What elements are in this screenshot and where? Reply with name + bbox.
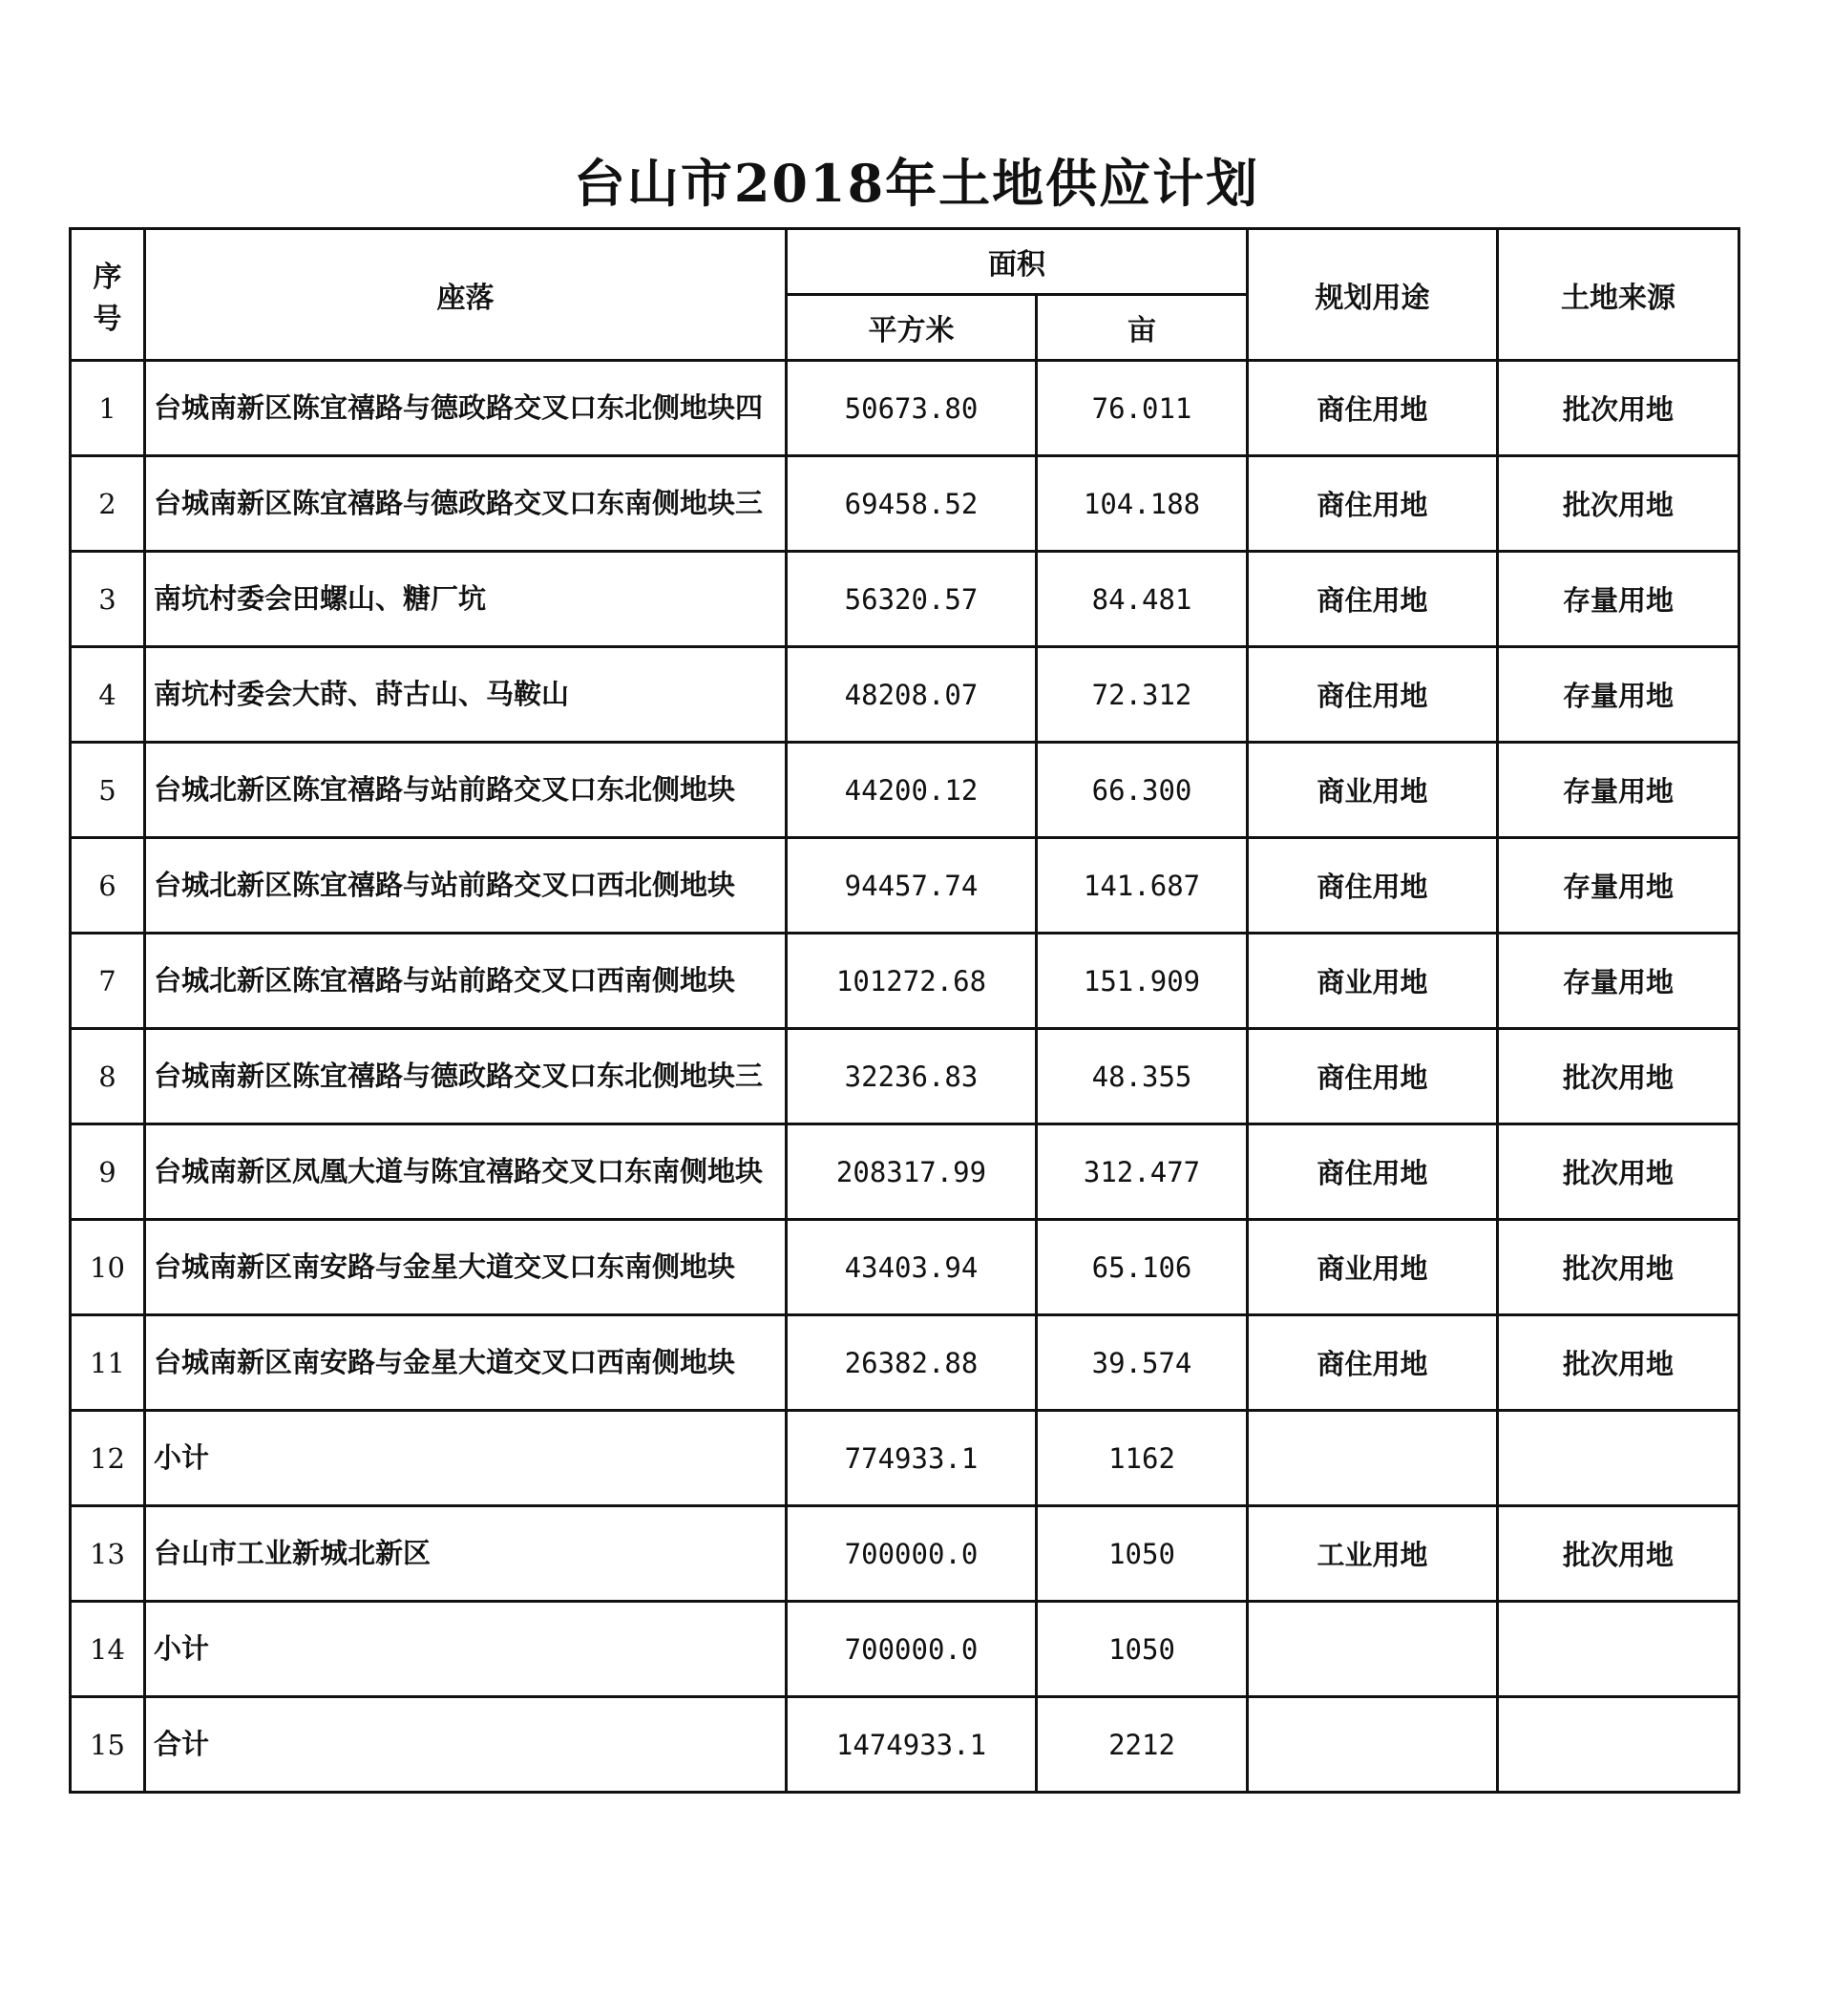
table-row <box>71 552 1739 647</box>
table-row <box>71 1124 1739 1220</box>
cell-location: 台城南新区南安路与金星大道交叉口东南侧地块 <box>145 1220 787 1315</box>
cell-area-sqm: 26382.88 <box>787 1315 1037 1411</box>
cell-land-source: 批次用地 <box>1498 456 1739 552</box>
cell-area-mu: 48.355 <box>1037 1029 1248 1124</box>
header-area-mu: 亩 <box>1037 295 1248 361</box>
cell-area-mu: 39.574 <box>1037 1315 1248 1411</box>
cell-seq: 10 <box>71 1220 145 1315</box>
table-row <box>71 1411 1739 1506</box>
table-row <box>71 1220 1739 1315</box>
header-location: 座落 <box>145 229 787 361</box>
cell-area-sqm: 69458.52 <box>787 456 1037 552</box>
table-row <box>71 1697 1739 1793</box>
header-land-source: 土地来源 <box>1498 229 1739 361</box>
cell-location: 小计 <box>145 1602 787 1697</box>
cell-location: 台城北新区陈宜禧路与站前路交叉口西南侧地块 <box>145 934 787 1029</box>
cell-land-source: 批次用地 <box>1498 1315 1739 1411</box>
cell-location: 台城南新区凤凰大道与陈宜禧路交叉口东南侧地块 <box>145 1124 787 1220</box>
cell-location: 台城南新区陈宜禧路与德政路交叉口东北侧地块三 <box>145 1029 787 1124</box>
cell-area-sqm: 50673.80 <box>787 361 1037 456</box>
table-row <box>71 361 1739 456</box>
cell-area-sqm: 1474933.1 <box>787 1697 1037 1793</box>
cell-seq: 13 <box>71 1506 145 1602</box>
cell-seq: 9 <box>71 1124 145 1220</box>
cell-area-sqm: 94457.74 <box>787 838 1037 934</box>
cell-location: 小计 <box>145 1411 787 1506</box>
cell-land-source: 存量用地 <box>1498 647 1739 743</box>
header-seq: 序号 <box>71 229 145 361</box>
table-row <box>71 1315 1739 1411</box>
land-supply-table <box>69 227 1740 1794</box>
cell-area-sqm: 56320.57 <box>787 552 1037 647</box>
cell-planned-use <box>1248 1697 1498 1793</box>
cell-planned-use: 商住用地 <box>1248 552 1498 647</box>
cell-seq: 1 <box>71 361 145 456</box>
cell-land-source: 批次用地 <box>1498 1124 1739 1220</box>
cell-land-source: 批次用地 <box>1498 1506 1739 1602</box>
cell-area-sqm: 101272.68 <box>787 934 1037 1029</box>
cell-seq: 2 <box>71 456 145 552</box>
cell-area-sqm: 774933.1 <box>787 1411 1037 1506</box>
cell-area-sqm: 700000.0 <box>787 1506 1037 1602</box>
table-row <box>71 743 1739 838</box>
header-area-sqm: 平方米 <box>787 295 1037 361</box>
cell-planned-use: 商业用地 <box>1248 934 1498 1029</box>
table-row <box>71 934 1739 1029</box>
cell-seq: 3 <box>71 552 145 647</box>
cell-area-mu: 1050 <box>1037 1602 1248 1697</box>
cell-seq: 15 <box>71 1697 145 1793</box>
cell-land-source: 存量用地 <box>1498 743 1739 838</box>
table-row <box>71 838 1739 934</box>
header-area: 面积 <box>787 229 1248 295</box>
cell-area-sqm: 48208.07 <box>787 647 1037 743</box>
cell-location: 台城北新区陈宜禧路与站前路交叉口东北侧地块 <box>145 743 787 838</box>
page-title: 台山市2018年土地供应计划 <box>573 153 1260 214</box>
cell-seq: 8 <box>71 1029 145 1124</box>
cell-area-mu: 1050 <box>1037 1506 1248 1602</box>
cell-area-sqm: 700000.0 <box>787 1602 1037 1697</box>
cell-area-mu: 2212 <box>1037 1697 1248 1793</box>
cell-area-mu: 312.477 <box>1037 1124 1248 1220</box>
cell-planned-use: 商住用地 <box>1248 456 1498 552</box>
cell-planned-use <box>1248 1411 1498 1506</box>
cell-land-source: 批次用地 <box>1498 361 1739 456</box>
cell-seq: 12 <box>71 1411 145 1506</box>
cell-area-sqm: 44200.12 <box>787 743 1037 838</box>
cell-land-source <box>1498 1411 1739 1506</box>
header-planned-use: 规划用途 <box>1248 229 1498 361</box>
cell-land-source: 存量用地 <box>1498 838 1739 934</box>
cell-location: 南坑村委会大莳、莳古山、马鞍山 <box>145 647 787 743</box>
cell-planned-use: 商住用地 <box>1248 1029 1498 1124</box>
cell-area-mu: 76.011 <box>1037 361 1248 456</box>
cell-planned-use: 商住用地 <box>1248 1315 1498 1411</box>
cell-area-sqm: 208317.99 <box>787 1124 1037 1220</box>
cell-area-mu: 84.481 <box>1037 552 1248 647</box>
cell-planned-use <box>1248 1602 1498 1697</box>
cell-seq: 7 <box>71 934 145 1029</box>
cell-seq: 6 <box>71 838 145 934</box>
cell-land-source: 批次用地 <box>1498 1029 1739 1124</box>
cell-land-source: 存量用地 <box>1498 552 1739 647</box>
cell-seq: 4 <box>71 647 145 743</box>
cell-location: 南坑村委会田螺山、糖厂坑 <box>145 552 787 647</box>
cell-land-source: 存量用地 <box>1498 934 1739 1029</box>
cell-planned-use: 商住用地 <box>1248 361 1498 456</box>
cell-land-source <box>1498 1697 1739 1793</box>
cell-location: 台城北新区陈宜禧路与站前路交叉口西北侧地块 <box>145 838 787 934</box>
cell-seq: 11 <box>71 1315 145 1411</box>
cell-area-sqm: 43403.94 <box>787 1220 1037 1315</box>
cell-area-mu: 66.300 <box>1037 743 1248 838</box>
table-row <box>71 1029 1739 1124</box>
cell-area-mu: 72.312 <box>1037 647 1248 743</box>
table-row <box>71 1506 1739 1602</box>
cell-seq: 14 <box>71 1602 145 1697</box>
cell-location: 台城南新区陈宜禧路与德政路交叉口东南侧地块三 <box>145 456 787 552</box>
cell-planned-use: 商住用地 <box>1248 838 1498 934</box>
cell-location: 台城南新区南安路与金星大道交叉口西南侧地块 <box>145 1315 787 1411</box>
cell-area-mu: 141.687 <box>1037 838 1248 934</box>
cell-area-sqm: 32236.83 <box>787 1029 1037 1124</box>
cell-location: 台山市工业新城北新区 <box>145 1506 787 1602</box>
table-row <box>71 456 1739 552</box>
cell-land-source <box>1498 1602 1739 1697</box>
cell-planned-use: 工业用地 <box>1248 1506 1498 1602</box>
cell-area-mu: 65.106 <box>1037 1220 1248 1315</box>
table-row <box>71 1602 1739 1697</box>
table-body <box>71 361 1739 1793</box>
cell-area-mu: 151.909 <box>1037 934 1248 1029</box>
cell-location: 合计 <box>145 1697 787 1793</box>
cell-planned-use: 商住用地 <box>1248 647 1498 743</box>
cell-area-mu: 1162 <box>1037 1411 1248 1506</box>
cell-planned-use: 商业用地 <box>1248 1220 1498 1315</box>
cell-planned-use: 商住用地 <box>1248 1124 1498 1220</box>
table-row <box>71 647 1739 743</box>
cell-location: 台城南新区陈宜禧路与德政路交叉口东北侧地块四 <box>145 361 787 456</box>
cell-seq: 5 <box>71 743 145 838</box>
cell-planned-use: 商业用地 <box>1248 743 1498 838</box>
cell-area-mu: 104.188 <box>1037 456 1248 552</box>
cell-land-source: 批次用地 <box>1498 1220 1739 1315</box>
